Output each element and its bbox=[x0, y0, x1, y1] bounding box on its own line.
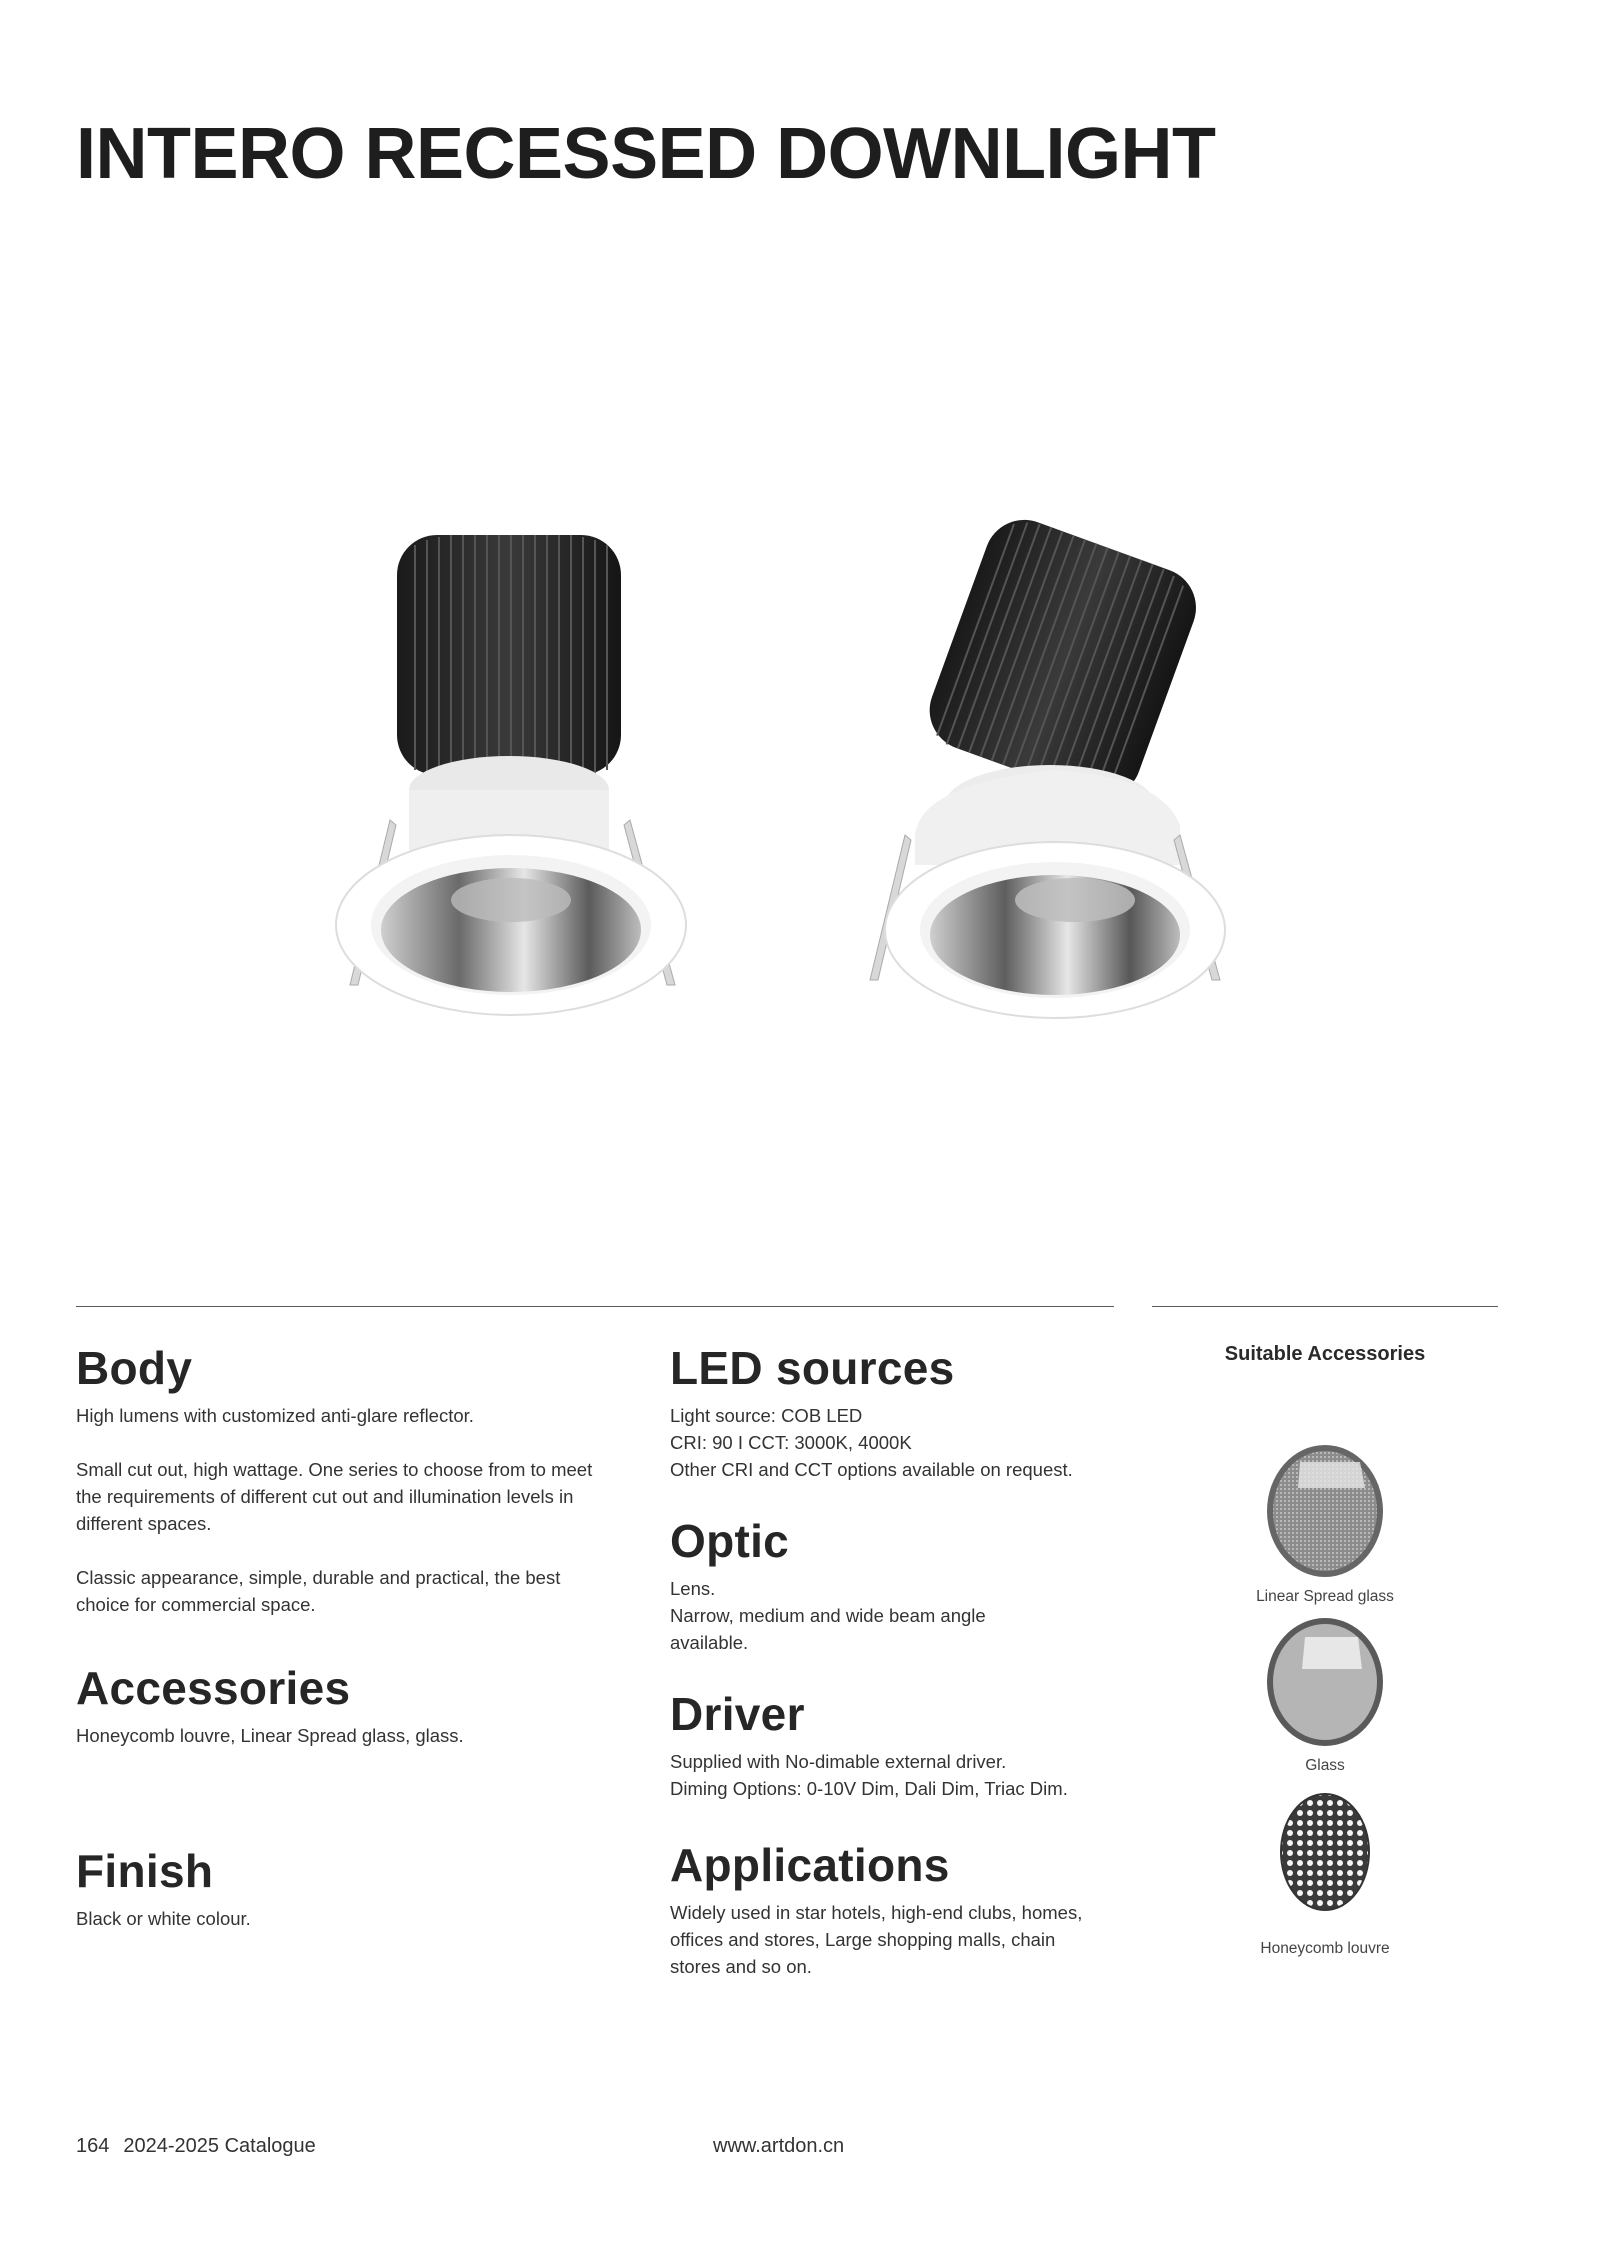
divider-main bbox=[76, 1306, 1114, 1307]
accessory-caption-glass: Glass bbox=[1305, 1757, 1345, 1774]
led-sources-line-3: Other CRI and CCT options available on request. bbox=[670, 1458, 1073, 1480]
led-sources-heading: LED sources bbox=[670, 1342, 955, 1394]
honeycomb-louvre-icon bbox=[1275, 1788, 1375, 1916]
accessory-honeycomb-louvre bbox=[1152, 1788, 1498, 1958]
driver-line-1: Supplied with No-dimable external driver. bbox=[670, 1750, 1007, 1772]
optic-line-1: Lens. bbox=[670, 1577, 716, 1599]
accessory-glass bbox=[1152, 1613, 1498, 1775]
accessories-heading: Accessories bbox=[76, 1662, 351, 1714]
downlight-tilted-image bbox=[860, 505, 1280, 1025]
finish-section bbox=[76, 1846, 596, 1932]
optic-section bbox=[670, 1516, 1050, 1656]
driver-section bbox=[670, 1689, 1120, 1802]
led-sources-line-1: Light source: COB LED bbox=[670, 1404, 863, 1426]
applications-section bbox=[670, 1840, 1110, 1980]
body-heading: Body bbox=[76, 1342, 193, 1394]
catalogue-label: 2024-2025 Catalogue bbox=[123, 2135, 316, 2157]
divider-side bbox=[1152, 1306, 1498, 1307]
accessory-caption-linear-spread-glass: Linear Spread glass bbox=[1256, 1588, 1394, 1605]
page-number: 164 bbox=[76, 2135, 110, 2157]
body-section bbox=[76, 1343, 596, 1618]
driver-line-2: Diming Options: 0-10V Dim, Dali Dim, Triac Dim. bbox=[670, 1777, 1068, 1799]
website-link[interactable]: www.artdon.cn bbox=[713, 2135, 845, 2157]
led-sources-lines bbox=[670, 1402, 1120, 1483]
optic-heading: Optic bbox=[670, 1515, 790, 1567]
accessory-caption-honeycomb-louvre: Honeycomb louvre bbox=[1260, 1940, 1390, 1957]
applications-text: Widely used in star hotels, high-end clubs, homes, offices and stores, Large shopping malls, chain stores and so on. bbox=[670, 1901, 1083, 1977]
led-sources-section bbox=[670, 1343, 1120, 1483]
finish-heading: Finish bbox=[76, 1845, 214, 1897]
product-images bbox=[330, 505, 1310, 1025]
body-paragraph-1: High lumens with customized anti-glare reflector. bbox=[76, 1404, 474, 1426]
linear-spread-glass-icon bbox=[1260, 1440, 1390, 1582]
led-sources-line-2: CRI: 90 I CCT: 3000K, 4000K bbox=[670, 1431, 912, 1453]
applications-heading: Applications bbox=[670, 1839, 950, 1891]
body-paragraph-3: Classic appearance, simple, durable and practical, the best choice for commercial space. bbox=[76, 1566, 561, 1615]
body-paragraph-2: Small cut out, high wattage. One series to choose from to meet the requirements of different cut out and illumination levels in different spaces. bbox=[76, 1458, 593, 1534]
page-title: INTERO RECESSED DOWNLIGHT bbox=[76, 114, 1216, 194]
suitable-accessories-title: Suitable Accessories bbox=[1224, 1343, 1426, 1365]
accessories-text: Honeycomb louvre, Linear Spread glass, glass. bbox=[76, 1724, 464, 1746]
driver-heading: Driver bbox=[670, 1688, 805, 1740]
footer-left bbox=[76, 2135, 316, 2158]
optic-line-2: Narrow, medium and wide beam angle available. bbox=[670, 1604, 986, 1653]
accessory-linear-spread-glass bbox=[1152, 1440, 1498, 1606]
downlight-straight-image bbox=[330, 505, 730, 1025]
accessories-section bbox=[76, 1663, 596, 1749]
finish-text: Black or white colour. bbox=[76, 1907, 251, 1929]
glass-icon bbox=[1260, 1613, 1390, 1751]
